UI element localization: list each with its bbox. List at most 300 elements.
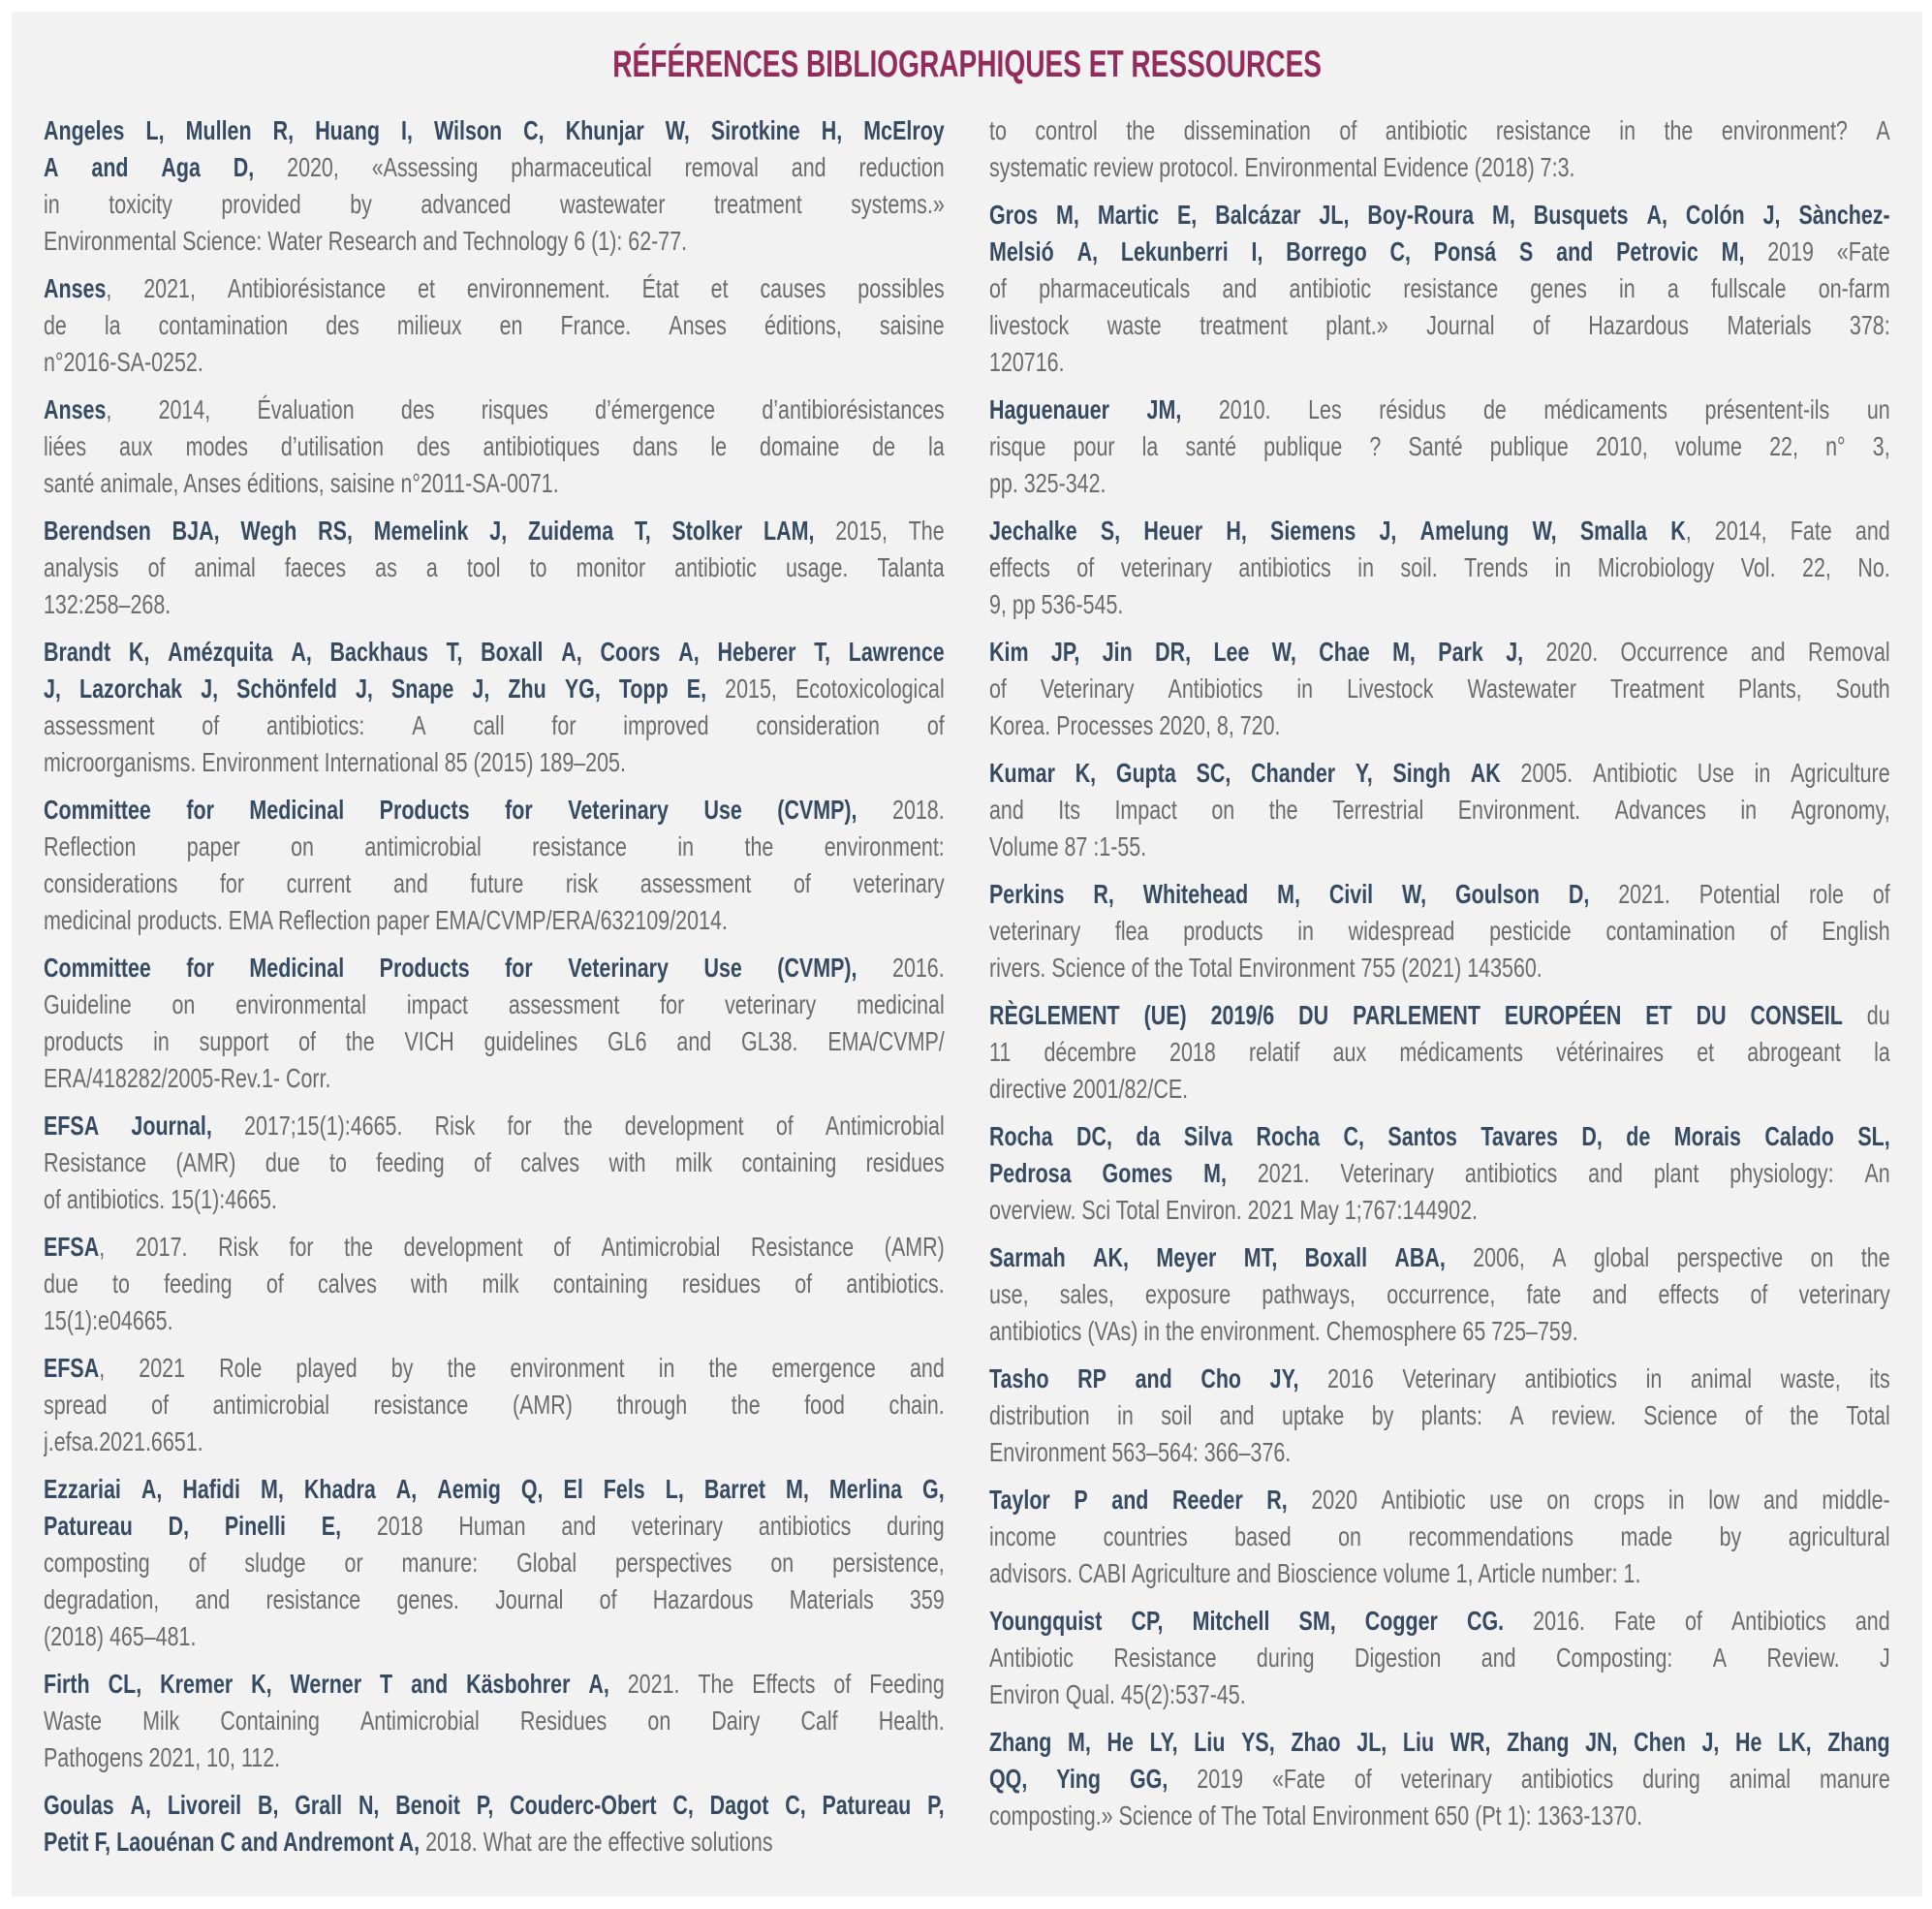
reference-authors-word: Martic [1097,200,1160,230]
reference-text: Environment 563–564: 366–376. [989,1437,1292,1467]
reference-authors-word: Goulson [1454,879,1540,909]
reference-entry [44,1787,945,1861]
reference-text-word: No. [1857,552,1890,582]
reference-text-word: the [731,1390,761,1420]
reference-authors-word: Pinelli [224,1511,287,1541]
reference-text-word: 2015, [725,673,777,704]
reference-authors-word: DU [1696,1000,1727,1030]
reference-line [44,1618,945,1655]
reference-text-word: to [328,1147,347,1177]
reference-authors-word: Lee [1213,637,1250,667]
reference-text-word: , [1685,516,1692,546]
reference-entry [44,634,945,781]
reference-text-word: livestock [989,310,1070,340]
reference-authors-word: C, [672,1790,694,1820]
reference-authors-word: Boxall [481,637,544,667]
reference-text-word: systems.» [851,189,945,219]
reference-authors-word: Pedrosa [989,1158,1072,1188]
reference-text-word: A [1712,1643,1728,1673]
reference-text: pp. 325-342. [989,468,1106,498]
reference-authors-word: Jin [1102,637,1133,667]
reference-authors-word: Silva [1183,1121,1233,1151]
reference-text-word: Vol. [1740,552,1776,582]
reference-text-word: for [507,1111,532,1141]
reference-authors-word: LY, [1149,1727,1178,1757]
reference-text-word: Microbiology [1597,552,1715,582]
reference-text-word: Terrestrial [1332,795,1424,825]
reference-authors-word: SC, [1196,758,1231,788]
reference-text-word: The [908,516,945,546]
reference-text-word: Resistance [1113,1643,1217,1673]
reference-authors-word: JP, [1050,637,1080,667]
reference-text-word: use, [989,1279,1029,1309]
reference-text-word: products [44,1026,124,1056]
reference-authors-word: RP [1077,1363,1106,1393]
reference-text-word: in [1117,1400,1134,1430]
reference-authors-word: ABA, [1394,1242,1446,1272]
reference-text-word: le [710,431,728,461]
reference-entry [44,1229,945,1339]
reference-authors-word: Ezzariai [44,1474,121,1504]
reference-text-word: (AMR) [175,1147,236,1177]
reference-authors-word: Tavares [1480,1121,1558,1151]
reference-authors-word: RS, [318,516,353,546]
reference-text-word: plant [1653,1158,1699,1188]
reference-authors-word: Santos [1387,1121,1457,1151]
reference-authors-word: EUROPÉEN [1504,1000,1622,1030]
reference-text-word: crops [1593,1485,1645,1515]
references-list-right [989,112,1890,1834]
reference-line [44,513,945,549]
reference-authors-word: Coors [600,637,661,667]
reference-authors-word: Liu [1194,1727,1226,1757]
reference-entry [989,1239,1890,1350]
reference-text-word: Waste [44,1706,102,1736]
reference-text-word: on [1338,1521,1361,1551]
reference-text-word: Science [1643,1400,1718,1430]
reference-authors-word: Couderc-Obert [510,1790,657,1820]
reference-authors-word: Borrego [1286,236,1367,266]
reference-text-word: en [499,310,523,340]
reference-text-word: 378: [1849,310,1890,340]
reference-text-word: d’antibiorésistances [762,394,945,424]
reference-authors-word: Rocha [1256,1121,1321,1151]
reference-entry [44,792,945,939]
reference-text-word: and [1219,1400,1255,1430]
reference-line [989,1676,1890,1713]
reference-text-word: Antibiorésistance [227,273,387,303]
reference-text-word: 2005. [1520,758,1574,788]
reference-authors-word: for [186,795,214,825]
reference-authors-word: Huang [315,115,380,145]
reference-authors-word: B, [257,1790,279,1820]
reference-text-word: de [1482,394,1507,424]
reference-authors-word: DC, [1076,1121,1112,1151]
reference-authors-word: T, [446,637,463,667]
reference-text-word: made [1620,1521,1673,1551]
reference-text-word: treatment [714,189,802,219]
reference-line [989,997,1890,1034]
reference-text-word: éditions, [763,310,842,340]
reference-text-word: pour [1073,431,1115,461]
reference-line [44,344,945,381]
reference-text-word: persistence, [832,1548,945,1578]
reference-line [44,1181,945,1218]
reference-text-word: 2016. [1533,1606,1585,1636]
reference-text-word: , [106,394,112,424]
reference-text-word: in [153,1026,170,1056]
reference-authors-word: Gros [989,200,1039,230]
reference-text-word: chain. [888,1390,945,1420]
reference-text-word: Dairy [711,1706,761,1736]
reference-authors-word: M, [786,1474,809,1504]
reference-authors-word: EFSA [44,1353,100,1383]
reference-text-word: antibiotiques [483,431,600,461]
reference-line [989,829,1890,865]
reference-text-word: des [416,431,451,461]
reference-authors-word: El [563,1474,583,1504]
reference-text-word: development [624,1111,744,1141]
reference-text-word: Treatment [1610,673,1705,704]
reference-authors-word: Youngquist [989,1606,1103,1636]
reference-line [989,270,1890,307]
reference-authors-word: Zhang [1827,1727,1890,1757]
reference-authors-word: Reeder [1171,1485,1243,1515]
reference-text-word: de [872,431,896,461]
reference-text-word: Risk [218,1232,259,1262]
reference-authors-word: K, [251,1669,272,1699]
reference-text-word: on-farm [1818,273,1890,303]
reference-text-word: of [775,1111,794,1141]
reference-text-word: veterinary [1120,552,1212,582]
reference-authors-word: Kim [989,637,1029,667]
reference-text-word: the [447,1353,477,1383]
reference-text-word: of [794,868,811,898]
reference-text-word: animal [1690,1363,1753,1393]
reference-authors-word: WR, [1449,1727,1491,1757]
reference-text-word: Journal [495,1584,564,1614]
reference-authors-word: Brandt [44,637,111,667]
reference-authors-word: JL, [1319,200,1350,230]
reference-text-word: or [344,1548,363,1578]
reference-authors-word: Heberer [717,637,796,667]
reference-text-word: consideration [756,710,880,740]
reference-text-word: based [1234,1521,1292,1551]
reference-text-word: «Assessing [371,152,479,182]
reference-authors-word: Veterinary [568,953,669,983]
reference-line [989,234,1890,270]
reference-authors-word: Werner [290,1669,362,1699]
reference-authors-word: SM, [1298,1606,1336,1636]
reference-authors-word: Y, [1355,758,1373,788]
reference-text-word: 2019 [1767,236,1814,266]
reference-text-word: for [660,989,685,1019]
reference-text-word: milieux [396,310,462,340]
reference-text: antibiotics (VAs) in the environment. Chemosphere 65 725–759. [989,1316,1578,1346]
reference-text-word: genes [1530,273,1587,303]
reference-authors-word: Goulas [44,1790,114,1820]
reference-authors-word: J, [489,516,508,546]
reference-line [989,1482,1890,1518]
reference-text-word: in [44,189,60,219]
reference-authors-word: A, [1646,200,1667,230]
reference-authors-word: Kumar [989,758,1055,788]
reference-line [44,223,945,260]
reference-text: Korea. Processes 2020, 8, 720. [989,710,1281,740]
reference-line [44,307,945,344]
reference-text-word: d’émergence [595,394,716,424]
reference-text-word: of [795,1268,813,1299]
reference-authors-word: da [1136,1121,1161,1151]
reference-text-word: et [1697,1037,1715,1067]
reference-text-word: products [1183,916,1263,946]
reference-authors-word: Lazorchak [78,673,183,704]
reference-authors-word: M, [1491,200,1515,230]
reference-text-word: Veterinary [1040,673,1135,704]
reference-text-word: widespread [1348,916,1455,946]
reference-authors-word: Benoit [395,1790,460,1820]
reference-text-word: by [1719,1521,1742,1551]
reference-authors-word: EFSA [44,1232,100,1262]
reference-authors-word: Balcázar [1215,200,1301,230]
reference-line [44,586,945,623]
reference-text-word: the [708,1353,738,1383]
reference-line [989,1276,1890,1313]
reference-text-word: the [1664,115,1694,145]
reference-line [989,1798,1890,1834]
reference-text-word: veterinary [725,989,817,1019]
reference-authors-word: LAM, [763,516,815,546]
reference-text: 120716. [989,347,1065,377]
reference-authors-word: Petrovic [1616,236,1698,266]
reference-text-word: Occurrence [1620,637,1729,667]
reference-text-word: physiology: [1729,1158,1834,1188]
word-group [44,270,111,307]
reference-authors-word: Dagot [709,1790,769,1820]
reference-authors-word: W, [1532,516,1557,546]
reference-text-word: the [1268,795,1298,825]
reference-text-word: contamination [158,310,289,340]
reference-line [989,1118,1890,1155]
reference-text-word: in [1297,916,1314,946]
reference-entry [44,1666,945,1776]
reference-authors-word: Fels [603,1474,645,1504]
reference-authors-word: M, [1392,637,1416,667]
reference-entry [989,197,1890,381]
reference-line [44,1666,945,1703]
reference-text-word: the [1860,1242,1890,1272]
reference-text-word: of [202,710,220,740]
reference-text: 15(1):e04665. [44,1305,173,1335]
reference-authors-word: J, [201,673,219,704]
reference-authors-word: M, [260,1474,284,1504]
reference-authors-word: W, [665,115,690,145]
reference-authors-word: D, [1568,879,1590,909]
reference-authors-word: for [505,795,533,825]
reference-text-word: Its [1058,795,1080,825]
reference-authors-word: Products [379,795,470,825]
reference-text-word: role [1809,879,1844,909]
reference-authors-word: DU [1298,1000,1329,1030]
reference-text-word: Resistance [44,1147,147,1177]
reference-authors-word: Liu [1402,1727,1435,1757]
reference-text-word: Plants, [1738,673,1802,704]
reference-entry [989,876,1890,986]
reference-text-word: of [1750,1279,1768,1309]
reference-text-word: volume [1674,431,1742,461]
reference-authors-word: J, [355,673,373,704]
reference-authors-word: Hafidi [182,1474,240,1504]
reference-text-word: effects [989,552,1050,582]
reference-text-word: South [1835,673,1890,704]
reference-text-word: in [1619,115,1636,145]
reference-text-word: Antimicrobial [825,1111,945,1141]
reference-authors-word: I, [401,115,413,145]
reference-text-word: on [647,1706,671,1736]
reference-text-word: GL6 [608,1026,647,1056]
reference-text-word: and [1222,273,1258,303]
reference-text-word: assessment [508,989,620,1019]
reference-text: advisors. CABI Agriculture and Bioscience volume 1, Article number: 1. [989,1558,1641,1588]
reference-entry [989,997,1890,1108]
reference-authors-word: Meyer [1156,1242,1217,1272]
reference-text-word: in [658,1353,675,1383]
reference-text-word: Journal [1426,310,1495,340]
reference-authors-word: Berendsen [44,516,151,546]
reference-text-word: faeces [284,552,347,582]
reference-authors-word: S, [1100,516,1121,546]
reference-authors-word: Anses [44,273,107,303]
reference-text-word: des [326,310,359,340]
reference-text-word: feeding [376,1147,445,1177]
reference-authors-word: Sarmah [989,1242,1066,1272]
reference-text-word: the [345,1026,375,1056]
reference-text-word: of [1744,1400,1762,1430]
reference-text-word: Residues [519,1706,608,1736]
reference-text-word: , [99,1232,106,1262]
reference-authors-word: Journal, [131,1111,212,1141]
reference-text-word: Removal [1807,637,1890,667]
reference-text-word: monitor [576,552,646,582]
reference-line [989,913,1890,950]
reference-text-word: 2020. [1545,637,1599,667]
word-group [44,391,111,428]
reference-authors-word: Q, [520,1474,544,1504]
reference-authors-word: Amelung [1419,516,1510,546]
reference-text-word: of [553,1232,571,1262]
reference-text-word: (AMR) [512,1390,573,1420]
reference-authors-word: Wegh [240,516,297,546]
reference-text-word: GL38. [741,1026,798,1056]
reference-authors-word: Topp [618,673,669,704]
reference-text-word: soil [1161,1400,1193,1430]
reference-authors-word: K [1670,516,1686,546]
reference-line [44,986,945,1023]
reference-text-word: EMA/CVMP/ [827,1026,945,1056]
reference-line [989,1640,1890,1676]
reference-authors-word: Khadra [303,1474,376,1504]
reference-line [44,1787,945,1824]
reference-line [989,112,1890,149]
reference-line [44,634,945,671]
reference-text: overview. Sci Total Environ. 2021 May 1;767:144902. [989,1195,1479,1225]
reference-text-word: call [473,710,505,740]
reference-authors-word: L, [145,115,165,145]
reference-text-word: Resistance [751,1232,855,1262]
reference-text-word: antimicrobial [364,831,482,861]
reference-authors-word: H, [821,115,843,145]
reference-text-word: in [1357,552,1374,582]
reference-text-word: risques [481,394,548,424]
reference-text-word: on [1810,1242,1834,1272]
reference-authors-word: EFSA [44,1111,100,1141]
reference-authors-word: A, [395,1474,418,1504]
reference-authors-word: (UE) [1143,1000,1187,1030]
reference-text-word: agricultural [1788,1521,1890,1551]
reference-text-word: médicaments [1543,394,1667,424]
reference-entry [44,391,945,502]
reference-authors-word: J, [1506,637,1524,667]
reference-text-word: resistance [265,1584,361,1614]
reference-text-word: Health. [878,1706,945,1736]
reference-text-word: la [1874,1037,1890,1067]
reference-text: Volume 87 :1-55. [989,831,1147,861]
reference-line [989,1239,1890,1276]
reference-authors-word: Sànchez- [1798,200,1890,230]
reference-text-word: removal [684,152,759,182]
reference-text-word: flea [1114,916,1149,946]
reference-text-word: 2014, [1714,516,1767,546]
reference-text-word: in [1619,273,1636,303]
reference-text-word: saisine [879,310,945,340]
reference-text-word: perspectives [614,1548,732,1578]
reference-line [989,1434,1890,1471]
reference-text-word: in [1667,1485,1685,1515]
reference-authors-word: BJA, [171,516,220,546]
reference-authors-word: Zhao [1291,1727,1341,1757]
reference-line [44,1266,945,1302]
reference-line [44,707,945,744]
reference-text-word: antibiotic [1385,115,1468,145]
reference-text: Pathogens 2021, 10, 112. [44,1742,281,1772]
reference-line [44,549,945,586]
reference-text-word: Antimicrobial [359,1706,480,1736]
reference-text: ERA/418282/2005-Rev.1- Corr. [44,1063,331,1093]
reference-text-word: containing [741,1147,837,1177]
reference-authors-word: Chander [1251,758,1336,788]
reference-authors-word: (CVMP), [777,953,857,983]
reference-text-word: la [104,310,121,340]
reference-text-word: 22, [1769,431,1798,461]
references-list-left [44,112,945,1861]
reference-text: composting.» Science of The Total Environment 650 (Pt 1): 1363-1370. [989,1800,1643,1831]
reference-text-word: composting [44,1548,150,1578]
reference-text-word: veterinary [989,916,1081,946]
reference-authors-word: YG, [564,673,601,704]
reference-text-word: of [833,1669,852,1699]
reference-authors-word: C, [785,1790,806,1820]
reference-authors-word: I, [1251,236,1263,266]
reference-authors-word: McElroy [863,115,945,145]
reference-text-word: played [296,1353,358,1383]
reference-text-word: through [616,1390,688,1420]
reference-authors-word: Cogger [1364,1606,1438,1636]
reference-text-word: of [599,1584,617,1614]
reference-text-word: toxicity [109,189,172,219]
reference-text-word: waste [1106,310,1162,340]
reference-entry [989,513,1890,623]
reference-authors-word: Gupta [1115,758,1176,788]
